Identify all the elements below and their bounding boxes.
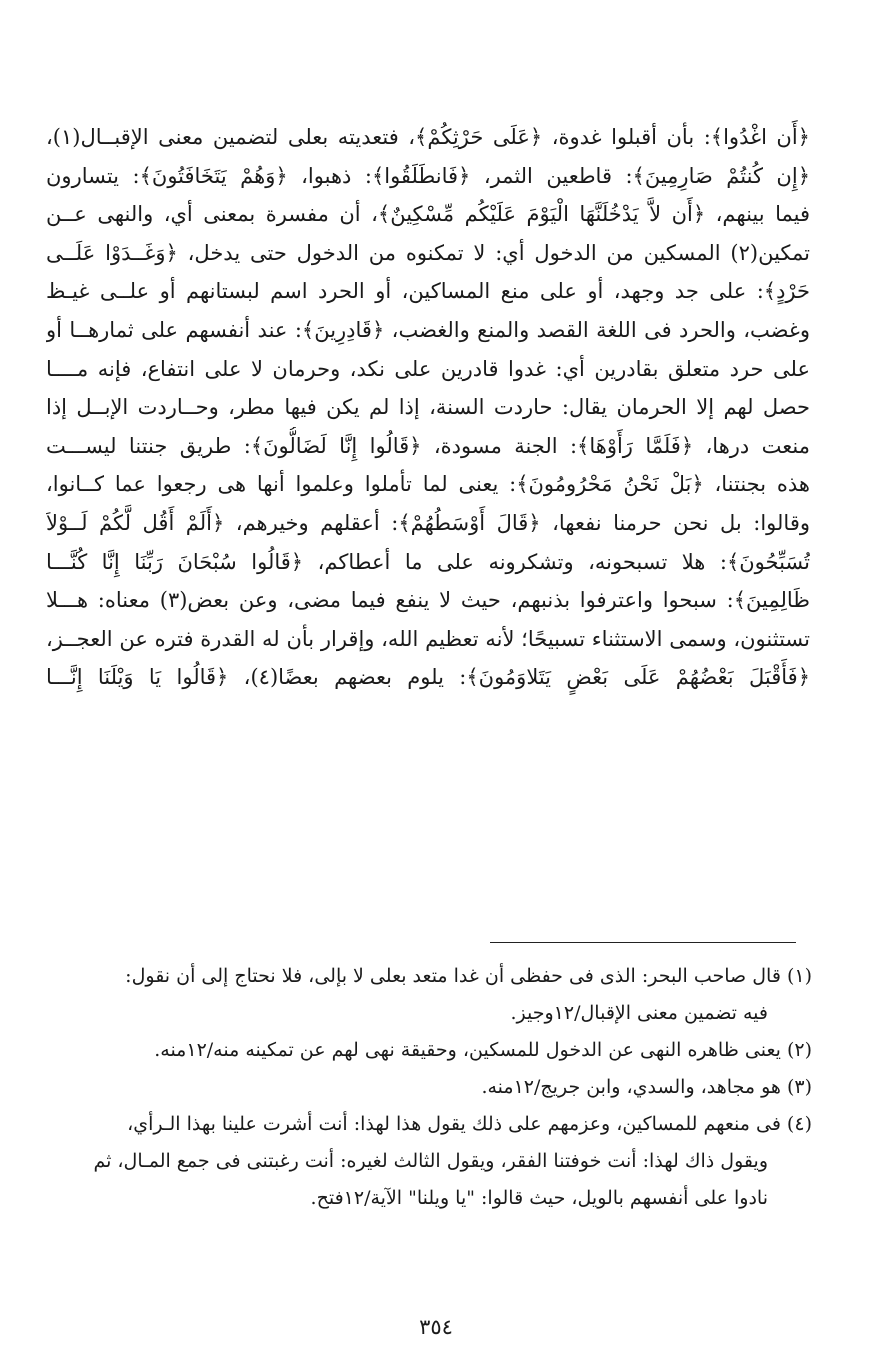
footnote-divider xyxy=(490,942,796,943)
footnote-line: (٣) هو مجاهد، والسدي، وابن جريج/١٢منه. xyxy=(481,1076,812,1098)
footnote-line: نادوا على أنفسهم بالويل، حيث قالوا: "يا ويلنا" الآية/١٢فتح. xyxy=(310,1187,768,1209)
footnote-line: فيه تضمين معنى الإقبال/١٢وجيز. xyxy=(510,1002,768,1024)
text-line: هذه بجنتنا، ﴿بَلْ نَحْنُ مَحْرُومُونَ﴾: يعنى لما تأملوا وعلموا أنها هى رجعوا عما كــانوا، xyxy=(46,472,810,497)
footnote-3 xyxy=(40,1069,812,1106)
footnote-line: (٢) يعنى ظاهره النهى عن الدخول للمسكين، وحقيقة نهى لهم عن تمكينه منه/١٢منه. xyxy=(154,1039,812,1061)
text-line: وغضب، والحرد فى اللغة القصد والمنع والغضب، ﴿قَادِرِينَ﴾: عند أنفسهم على ثمارهــا أو xyxy=(46,317,810,342)
main-text xyxy=(46,118,810,697)
text-line: منعت درها، ﴿فَلَمَّا رَأَوْهَا﴾: الجنة مسودة، ﴿قَالُوا إِنَّا لَضَالُّونَ﴾: طريق جنتنا ليســـت xyxy=(46,433,810,458)
text-line: حصل لهم إلا الحرمان يقال: حاردت السنة، إذا لم يكن فيها مطر، وحــاردت الإبــل إذا xyxy=(46,395,810,420)
text-line: ﴿فَأَقْبَلَ بَعْضُهُمْ عَلَى بَعْضٍ يَتَلاوَمُونَ﴾: يلوم بعضهم بعضًا(٤)، ﴿قَالُوا يَا وَيْلَنَا إِنَّـــا xyxy=(46,665,810,690)
page-number: ٣٥٤ xyxy=(419,1315,453,1339)
footnote-2 xyxy=(40,1032,812,1069)
footnote-line: ويقول ذاك لهذا: أنت خوفتنا الفقر، ويقول الثالث لغيره: أنت رغبتنى فى جمع المـال، ثم xyxy=(93,1150,768,1172)
text-line: تمكين(٢) المسكين من الدخول أي: لا تمكنوه من الدخول حتى يدخل، ﴿وَغَــدَوْا عَلَــى xyxy=(46,240,810,265)
text-line: ﴿أَن اغْدُوا﴾: بأن أقبلوا غدوة، ﴿عَلَى حَرْثِكُمْ﴾، فتعديته بعلى لتضمين معنى الإقبــال(١)، xyxy=(46,125,810,149)
text-line: تُسَبِّحُونَ﴾: هلا تسبحونه، وتشكرونه على ما أعطاكم، ﴿قَالُوا سُبْحَانَ رَبِّنَا إِنَّا كُنَّـــا xyxy=(46,549,810,574)
text-line: ظَالِمِينَ﴾: سبحوا واعترفوا بذنبهم، حيث لا ينفع فيما مضى، وعن بعض(٣) معناه: هـــلا xyxy=(46,588,810,613)
footnote-4 xyxy=(40,1106,812,1217)
footnotes xyxy=(40,958,812,1217)
text-line: على حرد متعلق بقادرين أي: غدوا قادرين على نكد، وحرمان لا على انتفاع، فإنه مــــا xyxy=(46,356,810,381)
footnote-1 xyxy=(40,958,812,1032)
footnote-line: (١) قال صاحب البحر: الذى فى حفظى أن غدا متعد بعلى لا بإلى، فلا نحتاج إلى أن نقول: xyxy=(125,965,812,987)
text-line: تستثنون، وسمى الاستثناء تسبيحًا؛ لأنه تعظيم الله، وإقرار بأن له القدرة فتره عن العجــز، xyxy=(46,626,810,651)
text-line: حَرْدٍ﴾: على جد وجهد، أو على منع المساكين، أو الحرد اسم لبستانهم أو علــى غيـظ xyxy=(46,279,810,304)
text-line: ﴿إِن كُنتُمْ صَارِمِينَ﴾: قاطعين الثمر، ﴿فَانطَلَقُوا﴾: ذهبوا، ﴿وَهُمْ يَتَخَافَتُونَ﴾: يتسارون xyxy=(46,163,810,188)
text-line: فيما بينهم، ﴿أَن لاَّ يَدْخُلَنَّهَا الْيَوْمَ عَلَيْكُم مِّسْكِينٌ﴾، أن مفسرة بمعنى أي، والنهى عــن xyxy=(46,202,810,227)
footnote-line: (٤) فى منعهم للمساكين، وعزمهم على ذلك يقول هذا لهذا: أنت أشرت علينا بهذا الـرأي، xyxy=(127,1113,812,1135)
text-line: وقالوا: بل نحن حرمنا نفعها، ﴿قَالَ أَوْسَطُهُمْ﴾: أعقلهم وخيرهم، ﴿أَلَمْ أَقُل لَّكُمْ لَــوْلاَ xyxy=(46,510,810,535)
